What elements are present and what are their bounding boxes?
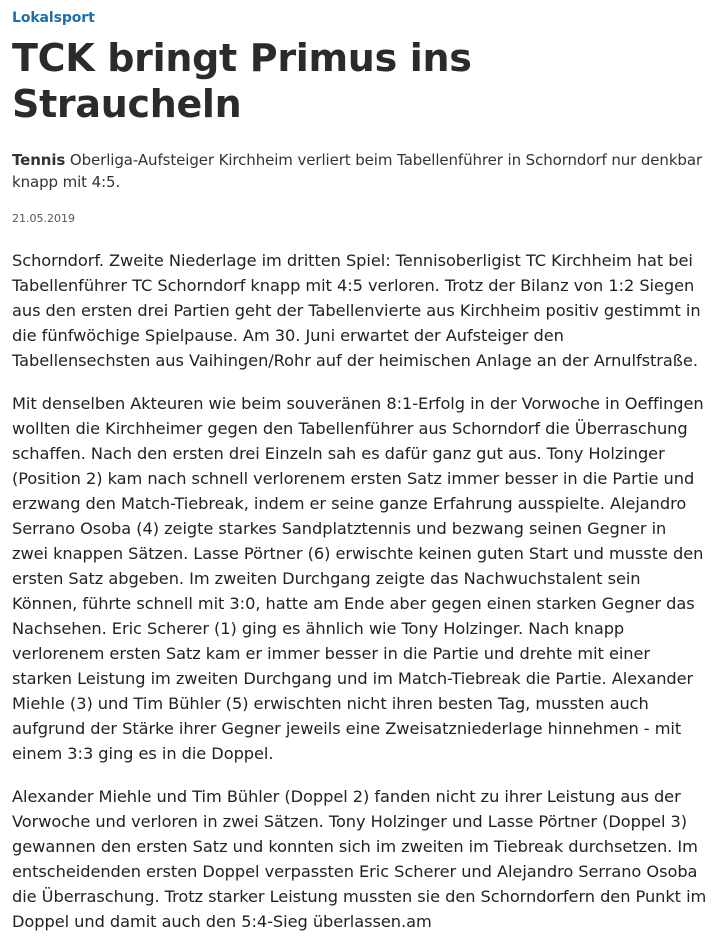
body-paragraph-1: Schorndorf. Zweite Niederlage im dritten Spiel: Tennisoberligist TC Kirchheim hat bei Tabellenführer TC Schorndorf knapp mit 4:5 verloren. Trotz der Bilanz von 1:2 Siegen aus den ersten drei Partien geht der Tabellenvierte aus Kirchheim positiv gestimmt in die fünfwöchige Spielpause. Am 30. Juni erwartet der Aufsteiger den Tabellensechsten aus Vaihingen/Rohr auf der heimischen Anlage an der Arnulfstraße. — [12, 251, 701, 370]
publish-date: 21.05.2019 — [12, 212, 75, 225]
body-paragraph-3: Alexander Miehle und Tim Bühler (Doppel 2) fanden nicht zu ihrer Leistung aus der Vorwoche und verloren in zwei Sätzen. Tony Holzinger und Lasse Pörtner (Doppel 3) gewannen den ersten Satz und konnten sich im zweiten im Tiebreak durchsetzen. Im entscheidenden ersten Doppel verpassten Eric Scherer und Alejandro Serrano Osoba die Überraschung. Trotz starker Leistung mussten sie den Schorndorfern den Punkt im Doppel und damit auch den 5:4-Sieg überlassen.am — [12, 787, 707, 931]
lead-text: Oberliga-Aufsteiger Kirchheim verliert beim Tabellenführer in Schorndorf nur denkbar knapp mit 4:5. — [12, 151, 703, 191]
section-kicker[interactable]: Lokalsport — [12, 10, 95, 26]
body-paragraph-2: Mit denselben Akteuren wie beim souveränen 8:1-Erfolg in der Vorwoche in Oeffingen wollten die Kirchheimer gegen den Tabellenführer aus Schorndorf die Überraschung schaffen. Nach den ersten drei Einzeln sah es dafür ganz gut aus. Tony Holzinger (Position 2) kam nach schnell verlorenem ersten Satz immer besser in die Partie und erzwang den Match-Tiebreak, indem er seine ganze Erfahrung ausspielte. Alejandro Serrano Osoba (4) zeigte starkes Sandplatztennis und bezwang seinen Gegner in zwei knappen Sätzen. Lasse Pörtner (6) erwischte keinen guten Start und musste den ersten Satz abgeben. Im zweiten Durchgang zeigte das Nachwuchstalent sein Können, führte schnell mit 3:0, hatte am Ende aber gegen einen starken Gegner das Nachsehen. Eric Scherer (1) ging es ähnlich wie Tony Holzinger. Nach knapp verlorenem ersten Satz kam er immer besser in die Partie und drehte mit einer starken Leistung im zweiten Durchgang und im Match-Tiebreak die Partie. Alexander Miehle (3) und Tim Bühler (5) erwischten nicht ihren besten Tag, mussten auch aufgrund der Stärke ihrer Gegner jeweils eine Zweisatzniederlage hinnehmen - mit einem 3:3 ging es in die Doppel. — [12, 394, 704, 763]
article-lead — [12, 149, 707, 193]
article-body — [12, 248, 707, 934]
lead-topic: Tennis — [12, 151, 66, 169]
article-headline: TCK bringt Primus ins Straucheln — [12, 36, 472, 126]
article — [12, 0, 707, 952]
